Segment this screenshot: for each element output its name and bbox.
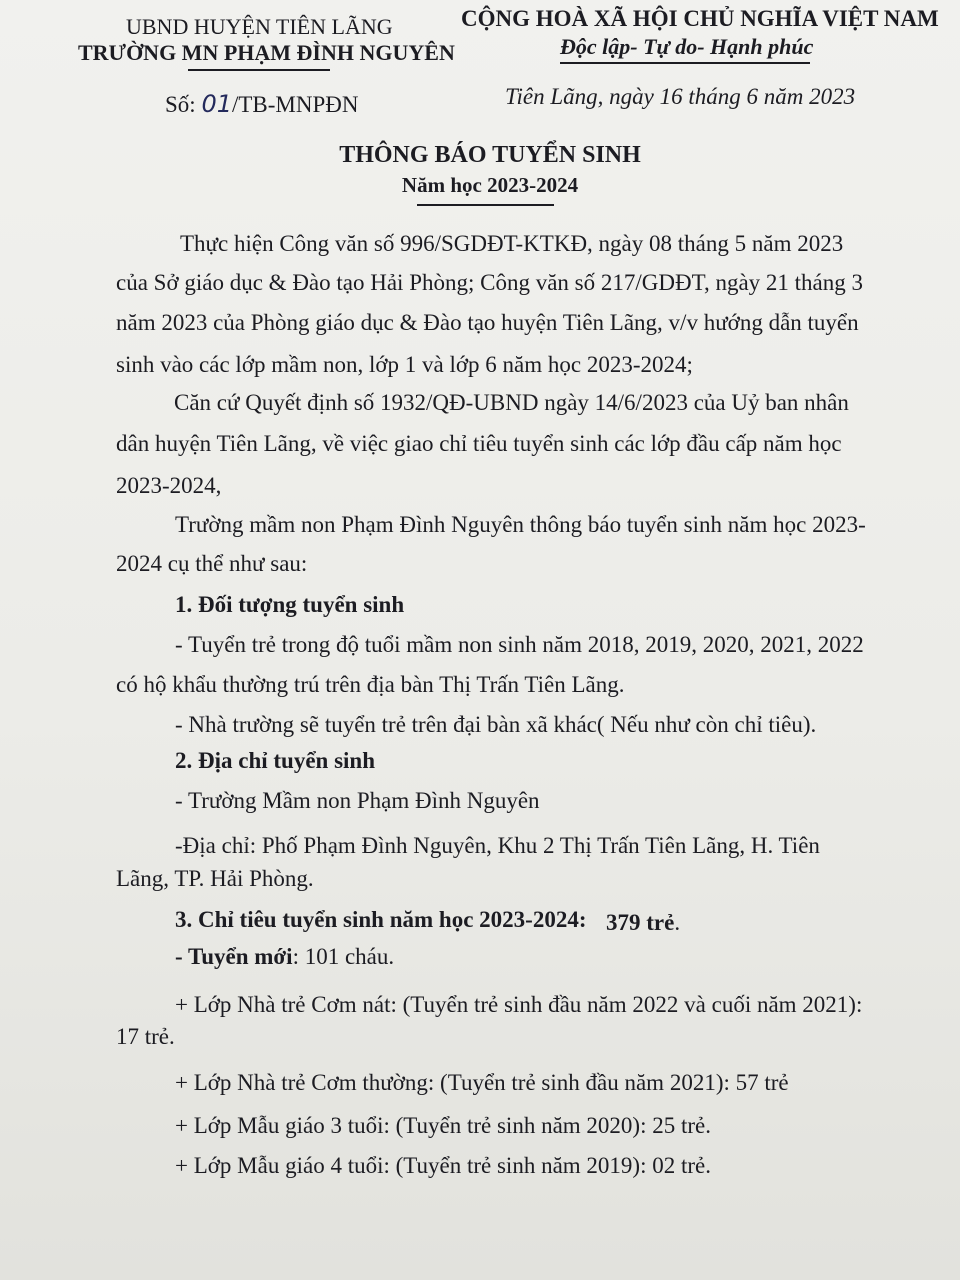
new-intake-value: : 101 cháu. xyxy=(292,944,395,969)
class-quota: + Lớp Mẫu giáo 4 tuổi: (Tuyển trẻ sinh năm 2019): 02 trẻ. xyxy=(175,1153,711,1178)
paragraph-line: 2023-2024, xyxy=(116,473,222,498)
paragraph-line: Trường mầm non Phạm Đình Nguyên thông báo tuyển sinh năm học 2023- xyxy=(175,512,866,537)
section-heading: 3. Chỉ tiêu tuyển sinh năm học 2023-2024: xyxy=(175,907,587,932)
org-underline xyxy=(188,69,330,71)
class-quota: + Lớp Nhà trẻ Cơm nát: (Tuyển trẻ sinh đầu năm 2022 và cuối năm 2021): xyxy=(175,992,863,1017)
paragraph-line: 2024 cụ thể như sau: xyxy=(116,551,308,576)
list-item: -Địa chỉ: Phố Phạm Đình Nguyên, Khu 2 Thị Trấn Tiên Lãng, H. Tiên xyxy=(175,833,820,858)
paragraph-line: Thực hiện Công văn số 996/SGDĐT-KTKĐ, ngày 08 tháng 5 năm 2023 xyxy=(180,231,844,256)
org-line-2: TRƯỜNG MN PHẠM ĐÌNH NGUYÊN xyxy=(78,40,455,65)
new-intake-label: - Tuyển mới xyxy=(175,944,293,969)
section-heading: 2. Địa chỉ tuyển sinh xyxy=(175,748,376,773)
doc-no-handwritten: 01 xyxy=(201,90,232,118)
org-line-1: UBND HUYỆN TIÊN LÃNG xyxy=(126,14,393,39)
list-item: Lãng, TP. Hải Phòng. xyxy=(116,866,314,891)
document-title: THÔNG BÁO TUYỂN SINH xyxy=(339,142,641,168)
list-item: - Trường Mầm non Phạm Đình Nguyên xyxy=(175,788,540,813)
document-subtitle: Năm học 2023-2024 xyxy=(401,173,579,197)
paragraph-line: dân huyện Tiên Lãng, về việc giao chỉ tiêu tuyển sinh các lớp đầu cấp năm học xyxy=(116,431,842,456)
paragraph-line: Căn cứ Quyết định số 1932/QĐ-UBND ngày 14/6/2023 của Uỷ ban nhân xyxy=(174,390,849,415)
class-quota: + Lớp Mẫu giáo 3 tuổi: (Tuyển trẻ sinh năm 2020): 25 trẻ. xyxy=(175,1113,711,1138)
list-item: có hộ khẩu thường trú trên địa bàn Thị Trấn Tiên Lãng. xyxy=(116,672,625,697)
nation-motto: Độc lập- Tự do- Hạnh phúc xyxy=(560,34,814,59)
document-number xyxy=(165,90,359,118)
subtitle-underline xyxy=(417,204,554,206)
nation-line-1: CỘNG HOÀ XÃ HỘI CHỦ NGHĨA VIỆT NAM xyxy=(461,6,939,31)
doc-no-suffix: /TB-MNPĐN xyxy=(231,92,359,117)
doc-no-prefix: Số: xyxy=(165,92,196,117)
list-item: - Nhà trường sẽ tuyển trẻ trên đại bàn xã khác( Nếu như còn chỉ tiêu). xyxy=(175,712,817,737)
quota-total-value: 379 trẻ xyxy=(606,910,675,935)
quota-total xyxy=(606,910,680,936)
paragraph-line: sinh vào các lớp mầm non, lớp 1 và lớp 6 năm học 2023-2024; xyxy=(116,352,693,377)
place-date: Tiên Lãng, ngày 16 tháng 6 năm 2023 xyxy=(505,84,856,109)
paragraph-line: của Sở giáo dục & Đào tạo Hải Phòng; Công văn số 217/GDĐT, ngày 21 tháng 3 xyxy=(116,270,863,295)
class-quota: 17 trẻ. xyxy=(116,1024,175,1049)
section-heading: 1. Đối tượng tuyển sinh xyxy=(175,592,405,617)
motto-underline xyxy=(560,62,810,64)
list-item: - Tuyển trẻ trong độ tuổi mầm non sinh năm 2018, 2019, 2020, 2021, 2022 xyxy=(175,632,864,657)
paragraph-line: năm 2023 của Phòng giáo dục & Đào tạo huyện Tiên Lãng, v/v hướng dẫn tuyển xyxy=(116,310,859,335)
quota-total-end: . xyxy=(674,910,681,935)
new-intake xyxy=(175,944,394,970)
class-quota: + Lớp Nhà trẻ Cơm thường: (Tuyển trẻ sinh đầu năm 2021): 57 trẻ xyxy=(175,1070,789,1095)
